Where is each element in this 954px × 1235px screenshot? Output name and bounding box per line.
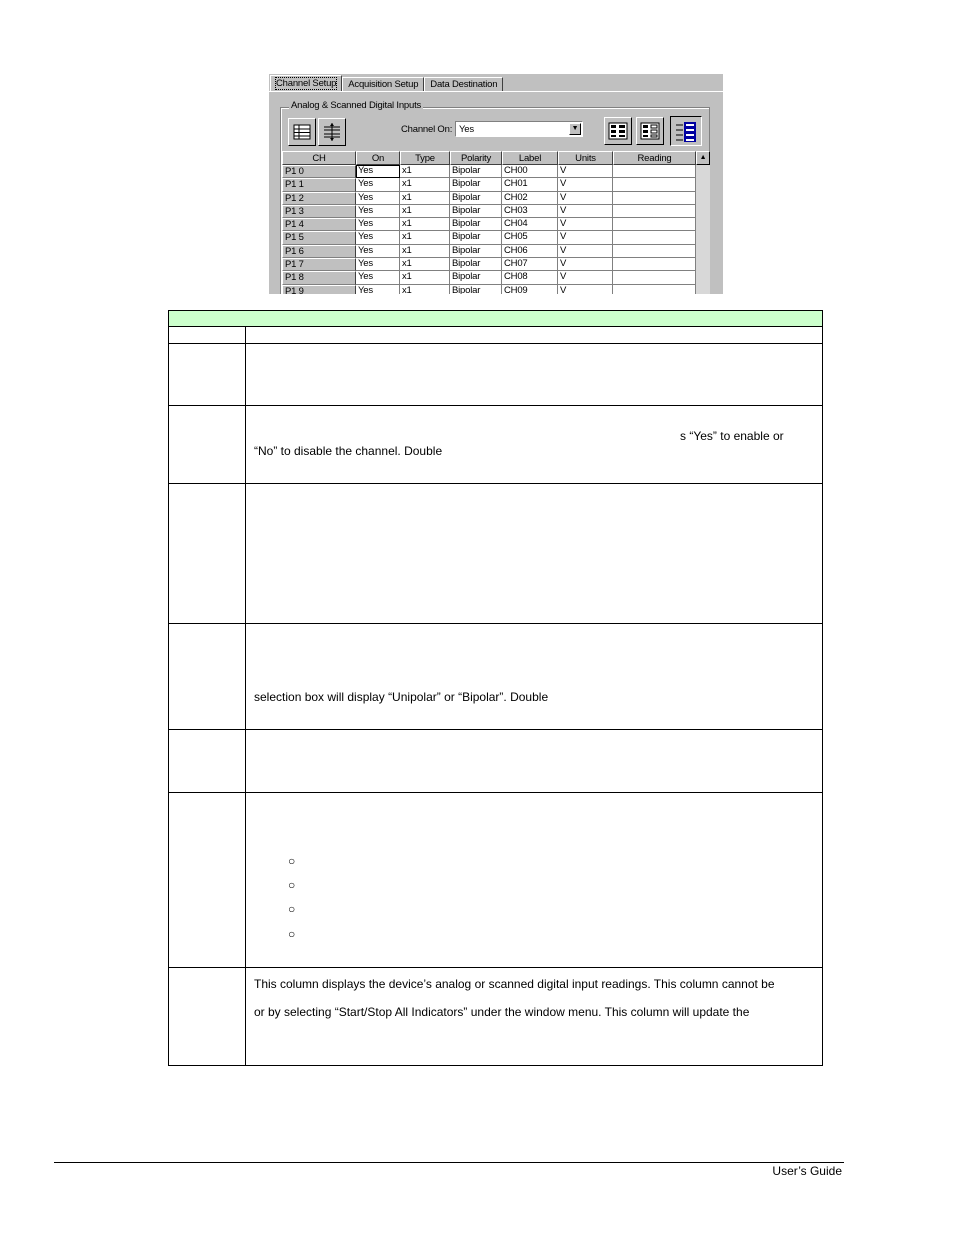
tab-channel-setup[interactable]: Channel Setup [270,75,342,92]
table-row [169,624,823,730]
grid-cell-ch[interactable]: P1 6 [282,245,356,258]
grid-header-units[interactable]: Units [558,151,613,165]
row-name-cell [169,730,246,793]
row-name-cell [169,624,246,730]
group-title: Analog & Scanned Digital Inputs [291,100,422,111]
on-desc-fragment-1: s “Yes” to enable or [680,429,784,443]
grid-cell-ch[interactable]: P1 7 [282,258,356,271]
table-title-row [169,311,823,327]
resize-rows-icon [322,122,342,142]
channel-grid [282,151,710,294]
grid-cell-label[interactable]: CH03 [502,205,558,218]
list-bullet: ○ [288,878,296,892]
on-desc-fragment-2: “No” to disable the channel. Double [254,444,443,458]
footer-rule [54,1162,844,1163]
grid-cell-reading[interactable] [613,218,696,231]
grid-cell-ch[interactable]: P1 8 [282,271,356,284]
table-row[interactable] [282,165,696,178]
grid-cell-reading[interactable] [613,285,696,294]
table-row[interactable] [282,178,696,191]
grid-cell-reading[interactable] [613,245,696,258]
grid-cell-ch[interactable]: P1 3 [282,205,356,218]
column-description-table [168,310,823,1066]
grid-cell-polarity[interactable]: Bipolar [450,165,502,178]
grid-cell-ch[interactable]: P1 2 [282,192,356,205]
grid-cell-label[interactable]: CH05 [502,231,558,244]
row-name-cell [169,484,246,624]
grid-cell-polarity[interactable]: Bipolar [450,218,502,231]
channels-off-icon [640,121,660,141]
table-row [169,484,823,624]
table-row [169,793,823,968]
grid-cell-units[interactable]: V [558,205,613,218]
grid-cell-reading[interactable] [613,165,696,178]
header-col-2 [246,327,823,344]
list-bullet: ○ [288,902,296,916]
grid-cell-type[interactable]: x1 [400,258,450,271]
grid-cell-ch[interactable]: P1 5 [282,231,356,244]
grid-cell-on[interactable]: Yes [356,258,400,271]
row-desc-cell [246,624,823,730]
row-desc-cell [246,344,823,406]
grid-cell-label[interactable]: CH08 [502,271,558,284]
grid-cell-units[interactable]: V [558,192,613,205]
grid-cell-units[interactable]: V [558,218,613,231]
grid-cell-type[interactable]: x1 [400,178,450,191]
table-row[interactable] [282,285,696,294]
table-row[interactable] [282,231,696,244]
grid-cell-reading[interactable] [613,178,696,191]
row-name-cell [169,968,246,1066]
list-bullet: ○ [288,854,296,868]
chevron-down-icon[interactable]: ▼ [569,123,581,135]
grid-cell-on[interactable]: Yes [356,218,400,231]
grid-cell-on[interactable]: Yes [356,205,400,218]
row-name-cell [169,406,246,484]
grid-cell-reading[interactable] [613,192,696,205]
all-channels-off-button[interactable] [636,117,664,145]
grid-cell-polarity[interactable]: Bipolar [450,245,502,258]
grid-cell-units[interactable]: V [558,178,613,191]
grid-cell-label[interactable]: CH07 [502,258,558,271]
grid-cell-units[interactable]: V [558,245,613,258]
grid-header-reading[interactable]: Reading [613,151,696,165]
table-row[interactable] [282,245,696,258]
grid-header-type[interactable]: Type [400,151,450,165]
table-row[interactable] [282,271,696,284]
row-desc-cell [246,484,823,624]
grid-cell-units[interactable]: V [558,258,613,271]
tab-acquisition-setup[interactable]: Acquisition Setup [342,77,424,92]
grid-cell-label[interactable]: CH00 [502,165,558,178]
all-channels-on-button[interactable] [604,117,632,145]
channel-on-value: Yes [459,124,474,135]
grid-cell-polarity[interactable]: Bipolar [450,178,502,191]
grid-header-polarity[interactable]: Polarity [450,151,502,165]
grid-cell-on[interactable]: Yes [356,245,400,258]
chevron-up-icon[interactable]: ▲ [696,151,710,165]
table-row [169,406,823,484]
grid-cell-reading[interactable] [613,231,696,244]
grid-header-on[interactable]: On [356,151,400,165]
grid-header-label[interactable]: Label [502,151,558,165]
grid-cell-ch[interactable]: P1 4 [282,218,356,231]
channel-on-label: Channel On: [401,124,453,135]
table-row[interactable] [282,192,696,205]
grid-cell-on[interactable]: Yes [356,285,400,294]
grid-cell-label[interactable]: CH02 [502,192,558,205]
table-title-cell [169,311,823,327]
grid-cell-label[interactable]: CH09 [502,285,558,294]
grid-header-ch[interactable]: CH [282,151,356,165]
tab-panel-edge [269,91,723,92]
table-row[interactable] [282,258,696,271]
grid-cell-reading[interactable] [613,271,696,284]
grid-cell-units[interactable]: V [558,165,613,178]
table-icon [292,122,312,142]
grid-cell-on[interactable]: Yes [356,271,400,284]
grid-cell-on[interactable]: Yes [356,192,400,205]
header-col-1 [169,327,246,344]
grid-cell-type[interactable]: x1 [400,205,450,218]
grid-cell-type[interactable]: x1 [400,285,450,294]
channel-setup-dialog [269,74,723,294]
grid-cell-reading[interactable] [613,258,696,271]
grid-cell-polarity[interactable]: Bipolar [450,205,502,218]
grid-cell-polarity[interactable]: Bipolar [450,258,502,271]
grid-cell-units[interactable]: V [558,231,613,244]
polarity-desc-fragment: selection box will display “Unipolar” or “Bipolar”. Double [254,690,549,704]
grid-cell-reading[interactable] [613,205,696,218]
grid-cell-label[interactable]: CH04 [502,218,558,231]
grid-cell-polarity[interactable]: Bipolar [450,271,502,284]
grid-cell-units[interactable]: V [558,271,613,284]
reading-desc-line-1: This column displays the device’s analog or scanned digital input readings. This column cannot be [254,977,775,991]
grid-cell-units[interactable]: V [558,285,613,294]
tab-data-destination[interactable]: Data Destination [424,77,503,92]
grid-cell-on[interactable]: Yes [356,165,400,178]
grid-cell-label[interactable]: CH01 [502,178,558,191]
grid-cell-type[interactable]: x1 [400,218,450,231]
channel-list-icon [674,120,698,144]
grid-cell-on[interactable]: Yes [356,178,400,191]
reading-desc-line-2: or by selecting “Start/Stop All Indicators” under the window menu. This column will update the [254,1005,750,1019]
grid-header [282,151,696,165]
grid-cell-type[interactable]: x1 [400,271,450,284]
row-desc-cell [246,406,823,484]
row-desc-cell [246,793,823,968]
channel-on-select[interactable] [455,121,583,137]
grid-cell-polarity[interactable]: Bipolar [450,231,502,244]
table-row [169,730,823,793]
grid-cell-label[interactable]: CH06 [502,245,558,258]
table-row [169,344,823,406]
row-height-button[interactable] [318,118,346,146]
tab-strip [270,75,503,91]
grid-cell-type[interactable]: x1 [400,165,450,178]
channels-on-icon [608,121,628,141]
grid-cell-ch[interactable]: P1 1 [282,178,356,191]
list-bullet: ○ [288,927,296,941]
table-header-row [169,327,823,344]
row-name-cell [169,793,246,968]
grid-body [282,165,696,294]
grid-cell-type[interactable]: x1 [400,245,450,258]
table-row[interactable] [282,218,696,231]
grid-cell-ch[interactable]: P1 0 [282,165,356,178]
row-desc-cell [246,730,823,793]
row-desc-cell [246,968,823,1066]
footer-title: User’s Guide [772,1164,842,1178]
table-row [169,968,823,1066]
table-row[interactable] [282,205,696,218]
row-name-cell [169,344,246,406]
channel-config-button[interactable] [670,116,702,146]
grid-cell-polarity[interactable]: Bipolar [450,192,502,205]
grid-cell-type[interactable]: x1 [400,192,450,205]
grid-cell-on[interactable]: Yes [356,231,400,244]
grid-cell-type[interactable]: x1 [400,231,450,244]
grid-scrollbar[interactable] [696,151,710,294]
grid-cell-ch[interactable]: P1 9 [282,285,356,294]
grid-cell-polarity[interactable]: Bipolar [450,285,502,294]
grid-view-button[interactable] [288,118,316,146]
